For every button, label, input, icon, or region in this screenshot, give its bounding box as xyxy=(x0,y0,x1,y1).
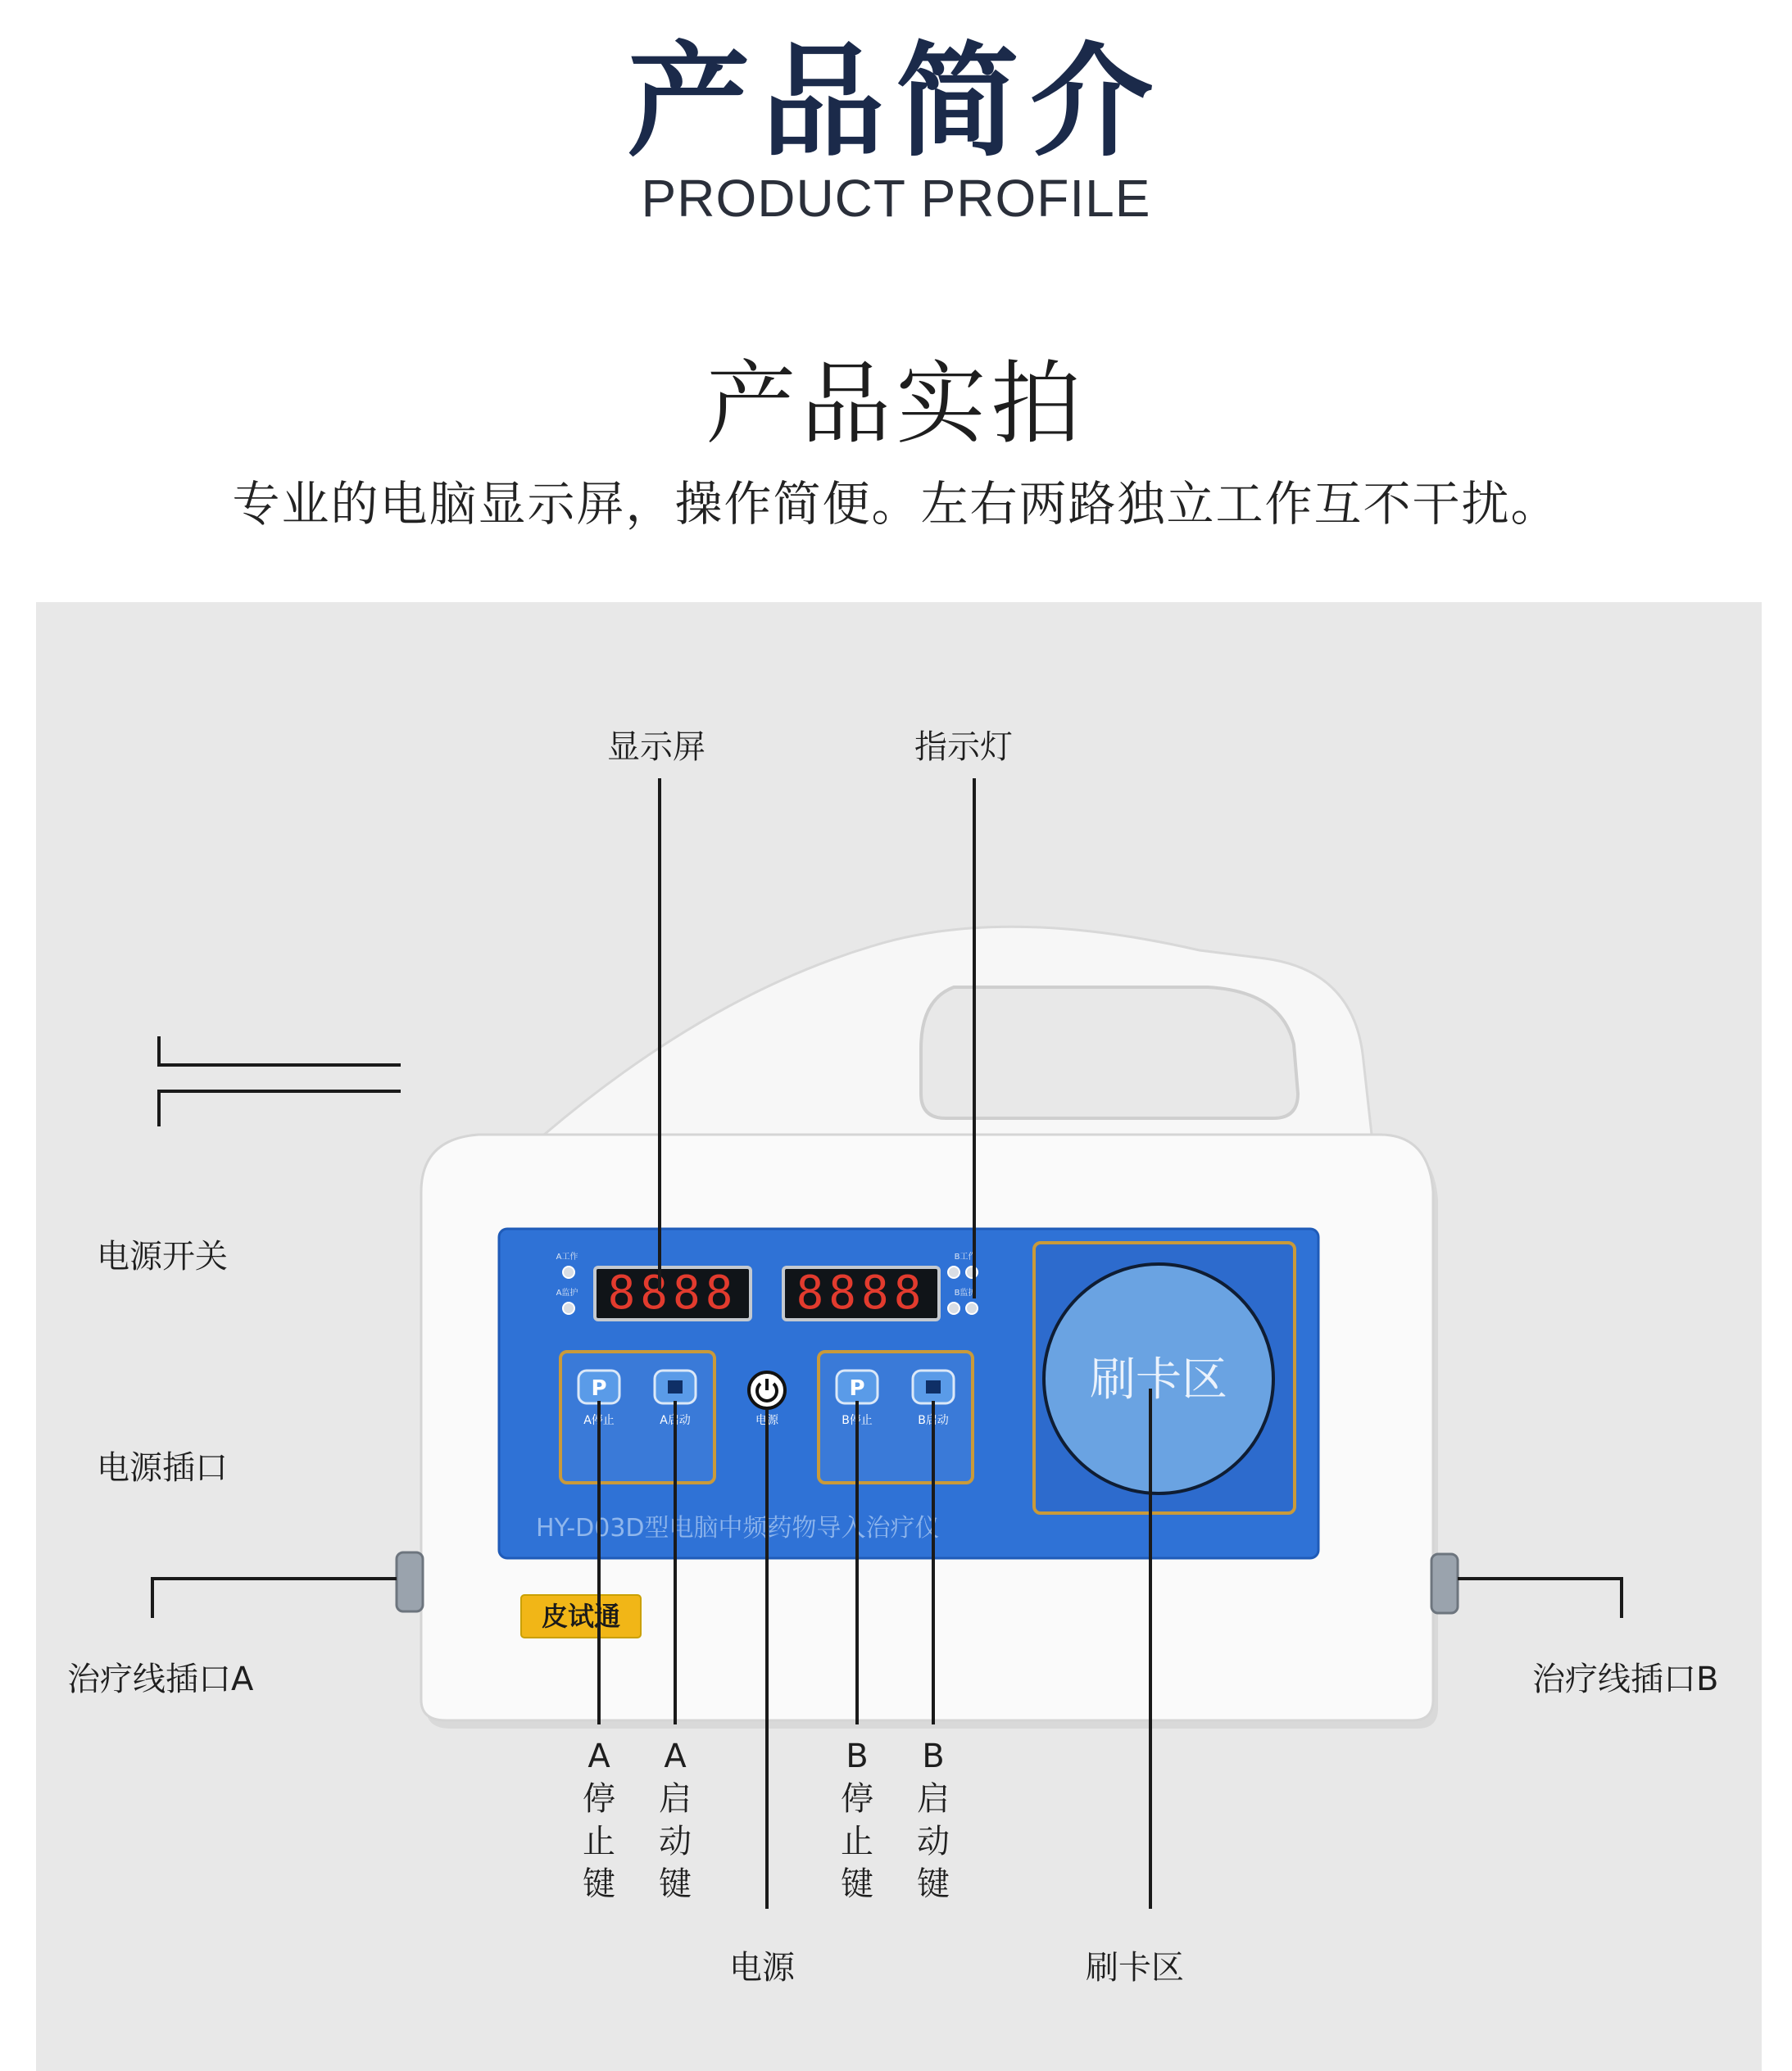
display-b-digits: 8888 xyxy=(796,1267,927,1320)
led-a-work-label: A工作 xyxy=(556,1253,578,1262)
label-indicator: 指示灯 xyxy=(914,728,1013,766)
port-a-connector xyxy=(397,1552,423,1611)
power-button-label: 电源 xyxy=(755,1414,778,1427)
label-port-b: 治疗线插口B xyxy=(1532,1661,1719,1698)
led-b-monitor-label: B监护 xyxy=(954,1289,977,1298)
leader-power-socket xyxy=(159,1091,401,1126)
port-b-connector xyxy=(1431,1554,1458,1613)
section-description: 专业的电脑显示屏，操作简便。左右两路独立工作互不干扰。 xyxy=(232,476,1560,532)
label-a-stop: A停止键 xyxy=(583,1738,615,1903)
svg-text:P: P xyxy=(849,1376,865,1401)
device-illustration xyxy=(36,602,1762,2071)
label-port-a: 治疗线插口A xyxy=(67,1661,254,1698)
a-start-button-label: A启动 xyxy=(660,1414,691,1427)
label-power-socket: 电源插口 xyxy=(97,1449,228,1487)
label-display: 显示屏 xyxy=(607,728,705,766)
b-stop-button-label: B停止 xyxy=(842,1414,873,1427)
handle-hole xyxy=(921,987,1298,1118)
a-stop-button-label: A停止 xyxy=(583,1414,615,1427)
label-a-start: A启动键 xyxy=(659,1738,692,1903)
b-start-button-label: B启动 xyxy=(918,1414,949,1427)
leader-port-a xyxy=(152,1579,397,1618)
label-power: 电源 xyxy=(729,1949,795,1987)
hero-title: 产品简介 xyxy=(627,31,1165,174)
label-b-stop: B停止键 xyxy=(841,1738,873,1903)
label-card-area: 刷卡区 xyxy=(1086,1949,1184,1987)
leader-power-switch xyxy=(159,1036,401,1065)
badge-text: 皮试通 xyxy=(541,1601,621,1632)
led-b-monitor xyxy=(948,1303,960,1314)
label-b-start: B启动键 xyxy=(917,1738,950,1903)
label-power-switch: 电源开关 xyxy=(97,1238,228,1276)
leader-port-b xyxy=(1458,1579,1622,1618)
svg-text:P: P xyxy=(591,1376,607,1401)
led-b-extra-2 xyxy=(966,1303,978,1314)
led-a-work xyxy=(563,1267,574,1278)
led-b-work xyxy=(948,1267,960,1278)
led-a-monitor xyxy=(563,1303,574,1314)
section-title: 产品实拍 xyxy=(705,351,1087,456)
led-b-work-label: B工作 xyxy=(954,1253,977,1262)
card-area-text: 刷卡区 xyxy=(1090,1353,1227,1407)
hero-subtitle: PRODUCT PROFILE xyxy=(641,169,1151,228)
display-a-digits: 8888 xyxy=(607,1267,738,1320)
led-a-monitor-label: A监护 xyxy=(556,1289,578,1298)
model-text: HY-D03D型电脑中频药物导入治疗仪 xyxy=(536,1514,940,1543)
